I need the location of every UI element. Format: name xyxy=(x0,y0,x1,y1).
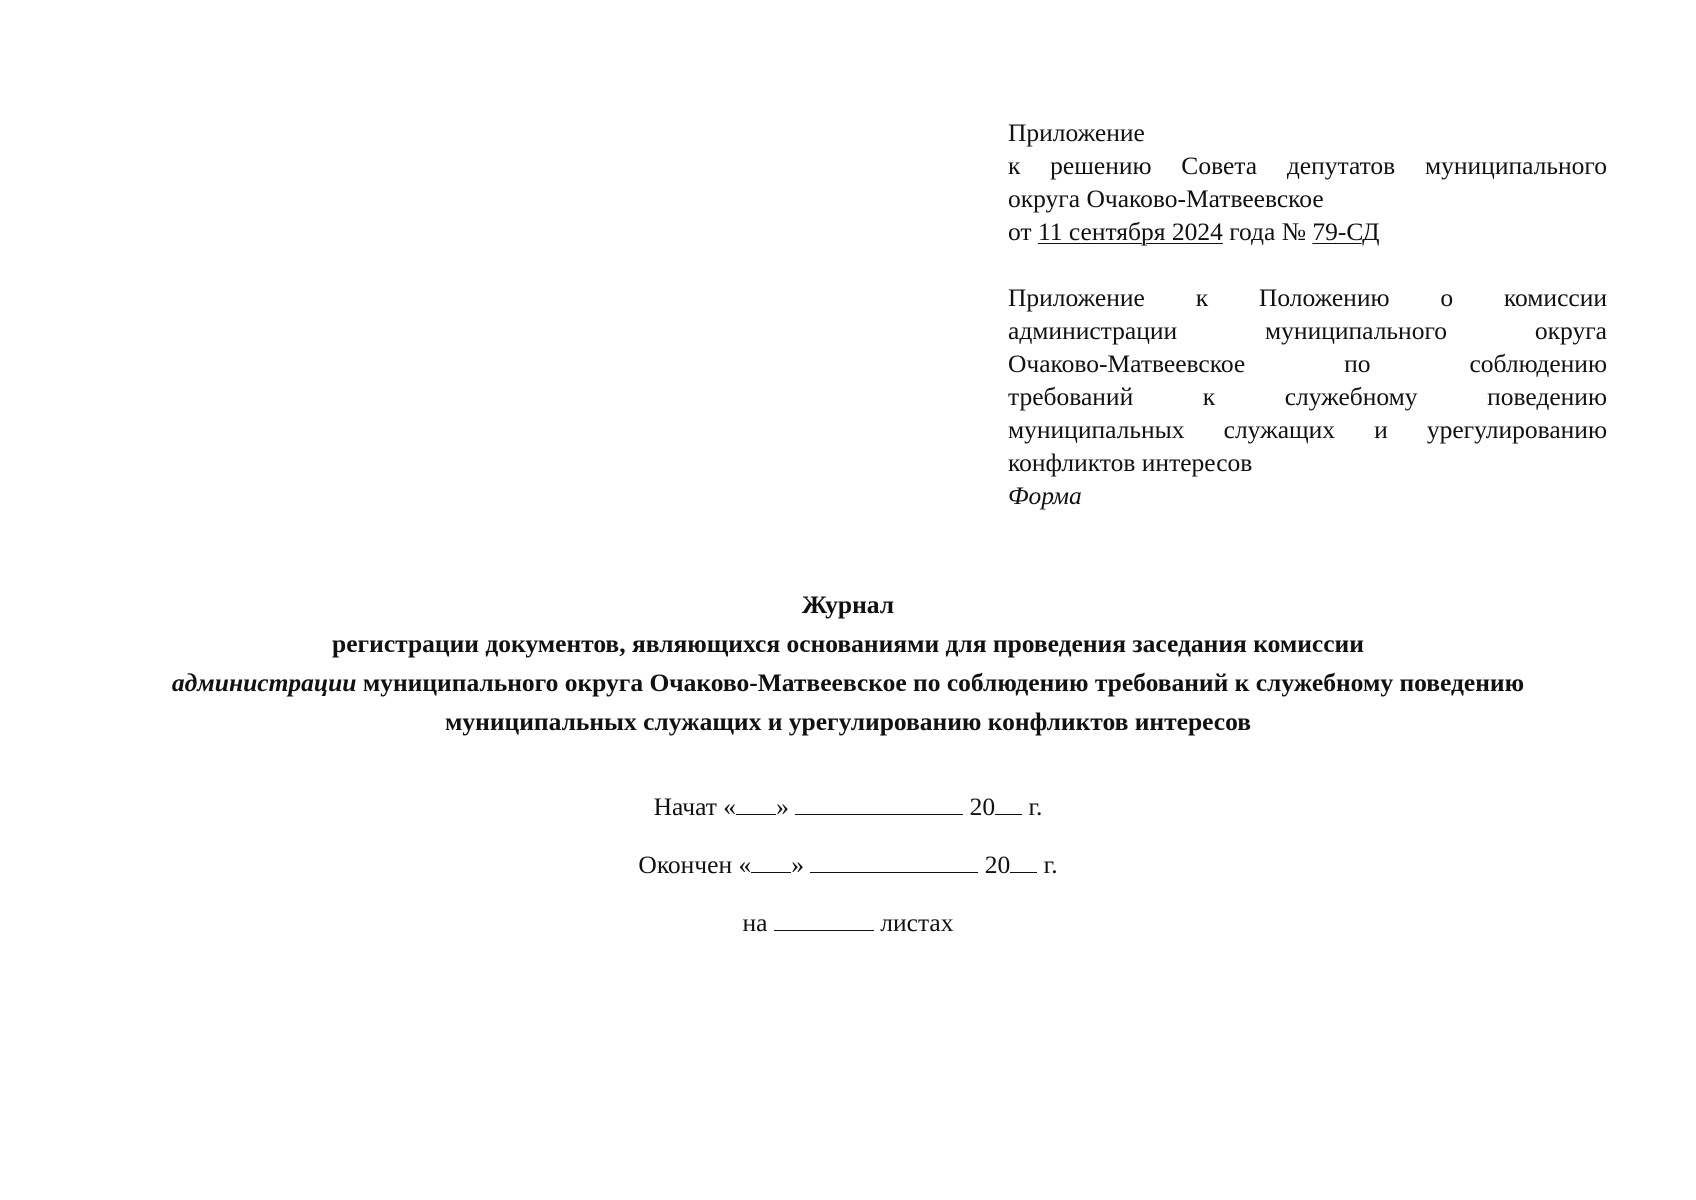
regulation-line-6: конфликтов интересов xyxy=(1008,448,1253,477)
journal-title-line-2-rest: муниципального округа Очаково-Матвеевское по соблюдению требований к служебному поведению xyxy=(356,668,1525,697)
journal-form-fields xyxy=(0,790,1696,964)
journal-title xyxy=(0,585,1696,741)
started-year-blank xyxy=(995,790,1022,815)
ended-year-blank xyxy=(1010,848,1037,873)
started-quote-close: » xyxy=(776,792,789,821)
date-prefix: от xyxy=(1008,217,1032,246)
decision-line-1: к решению Совета депутатов муниципального xyxy=(1008,151,1607,180)
pages-suffix: листах xyxy=(873,908,954,937)
regulation-line-1: Приложение к Положению о комиссии xyxy=(1008,283,1607,312)
ended-quote-close: » xyxy=(791,850,804,879)
decision-number: 79-СД xyxy=(1312,217,1380,246)
started-year-suffix: г. xyxy=(1022,792,1043,821)
journal-title-line-3: муниципальных служащих и урегулированию конфликтов интересов xyxy=(445,707,1251,736)
ended-year-suffix: г. xyxy=(1037,850,1058,879)
journal-heading: Журнал xyxy=(801,590,895,619)
ended-label: Окончен « xyxy=(638,850,752,879)
journal-title-line-2 xyxy=(0,663,1696,702)
regulation-line-3: Очаково-Матвеевское по соблюдению xyxy=(1008,349,1607,378)
journal-title-italic-word: администрации xyxy=(171,668,357,697)
decision-date: 11 сентября 2024 xyxy=(1037,217,1223,246)
pages-row xyxy=(0,906,1696,964)
attachment-title: Приложение xyxy=(1008,118,1145,147)
ended-month-blank xyxy=(810,848,978,873)
decision-date-line xyxy=(1008,215,1607,248)
started-month-blank xyxy=(795,790,963,815)
started-row xyxy=(0,790,1696,848)
pages-blank xyxy=(774,906,874,931)
regulation-line-5: муниципальных служащих и урегулированию xyxy=(1008,415,1607,444)
started-day-blank xyxy=(736,790,776,815)
ended-year-prefix: 20 xyxy=(984,850,1011,879)
ended-row xyxy=(0,848,1696,906)
pages-prefix: на xyxy=(742,908,774,937)
attachment-header xyxy=(1008,116,1607,512)
form-label: Форма xyxy=(1008,481,1082,510)
ended-day-blank xyxy=(751,848,791,873)
regulation-line-4: требований к служебному поведению xyxy=(1008,382,1607,411)
number-prefix: года № xyxy=(1229,217,1307,246)
started-year-prefix: 20 xyxy=(969,792,996,821)
decision-line-2: округа Очаково-Матвеевское xyxy=(1008,184,1324,213)
started-label: Начат « xyxy=(653,792,737,821)
journal-title-line-1: регистрации документов, являющихся основаниями для проведения заседания комиссии xyxy=(332,629,1364,658)
regulation-line-2: администрации муниципального округа xyxy=(1008,316,1607,345)
header-spacer xyxy=(1008,248,1607,281)
